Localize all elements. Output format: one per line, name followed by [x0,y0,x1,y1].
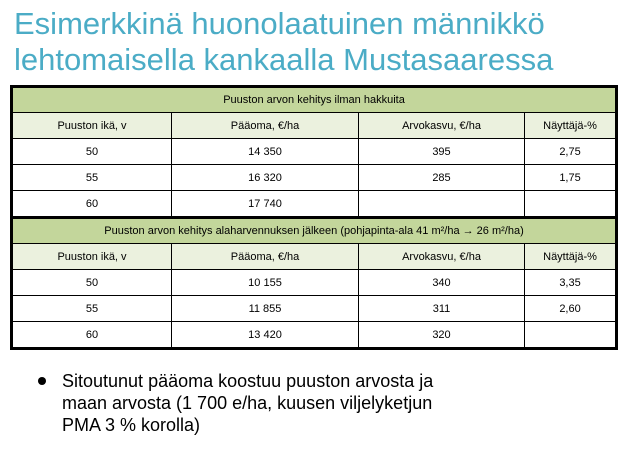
col-header-age: Puuston ikä, v [12,113,172,139]
cell-age: 50 [12,139,172,165]
column-header-row-1 [12,113,617,139]
table-row [12,270,617,296]
table-row [12,296,617,322]
bullet-line-3: PMA 3 % korolla) [62,415,201,435]
value-table [10,85,618,350]
cell-value-growth: 285 [359,165,525,191]
table-row [12,322,617,349]
col-header-capital: Pääoma, €/ha [172,244,359,270]
col-header-capital: Pääoma, €/ha [172,113,359,139]
slide-title [14,6,624,78]
table-row [12,139,617,165]
col-header-value-growth: Arvokasvu, €/ha [359,244,525,270]
col-header-value-growth: Arvokasvu, €/ha [359,113,525,139]
cell-age: 60 [12,322,172,349]
bullet-point [62,370,602,436]
bullet-dot-icon [38,377,46,385]
cell-indicator [525,322,617,349]
section-title-2: Puuston arvon kehitys alaharvennuksen jälkeen (pohjapinta-ala 41 m²/ha → 26 m²/ha) [12,218,617,244]
section-header-2 [12,218,617,244]
cell-age: 50 [12,270,172,296]
title-line-2: lehtomaisella kankaalla Mustasaaressa [14,42,554,77]
cell-indicator: 3,35 [525,270,617,296]
cell-capital: 11 855 [172,296,359,322]
cell-indicator [525,191,617,218]
cell-value-growth [359,191,525,218]
col-header-indicator: Näyttäjä-% [525,113,617,139]
cell-age: 55 [12,296,172,322]
bullet-line-2: maan arvosta (1 700 e/ha, kuusen viljelyketjun [62,393,433,413]
section-header-1 [12,87,617,113]
cell-capital: 14 350 [172,139,359,165]
cell-capital: 13 420 [172,322,359,349]
cell-capital: 17 740 [172,191,359,218]
cell-age: 60 [12,191,172,218]
cell-value-growth: 395 [359,139,525,165]
cell-indicator: 2,75 [525,139,617,165]
title-line-1: Esimerkkinä huonolaatuinen männikkö [14,6,545,41]
cell-value-growth: 311 [359,296,525,322]
bullet-line-1: Sitoutunut pääoma koostuu puuston arvosta ja [62,371,434,391]
cell-capital: 10 155 [172,270,359,296]
cell-indicator: 1,75 [525,165,617,191]
cell-value-growth: 340 [359,270,525,296]
section-title-1: Puuston arvon kehitys ilman hakkuita [12,87,617,113]
col-header-age: Puuston ikä, v [12,244,172,270]
col-header-indicator: Näyttäjä-% [525,244,617,270]
cell-value-growth: 320 [359,322,525,349]
table-row [12,165,617,191]
cell-age: 55 [12,165,172,191]
table-row [12,191,617,218]
column-header-row-2 [12,244,617,270]
cell-capital: 16 320 [172,165,359,191]
cell-indicator: 2,60 [525,296,617,322]
